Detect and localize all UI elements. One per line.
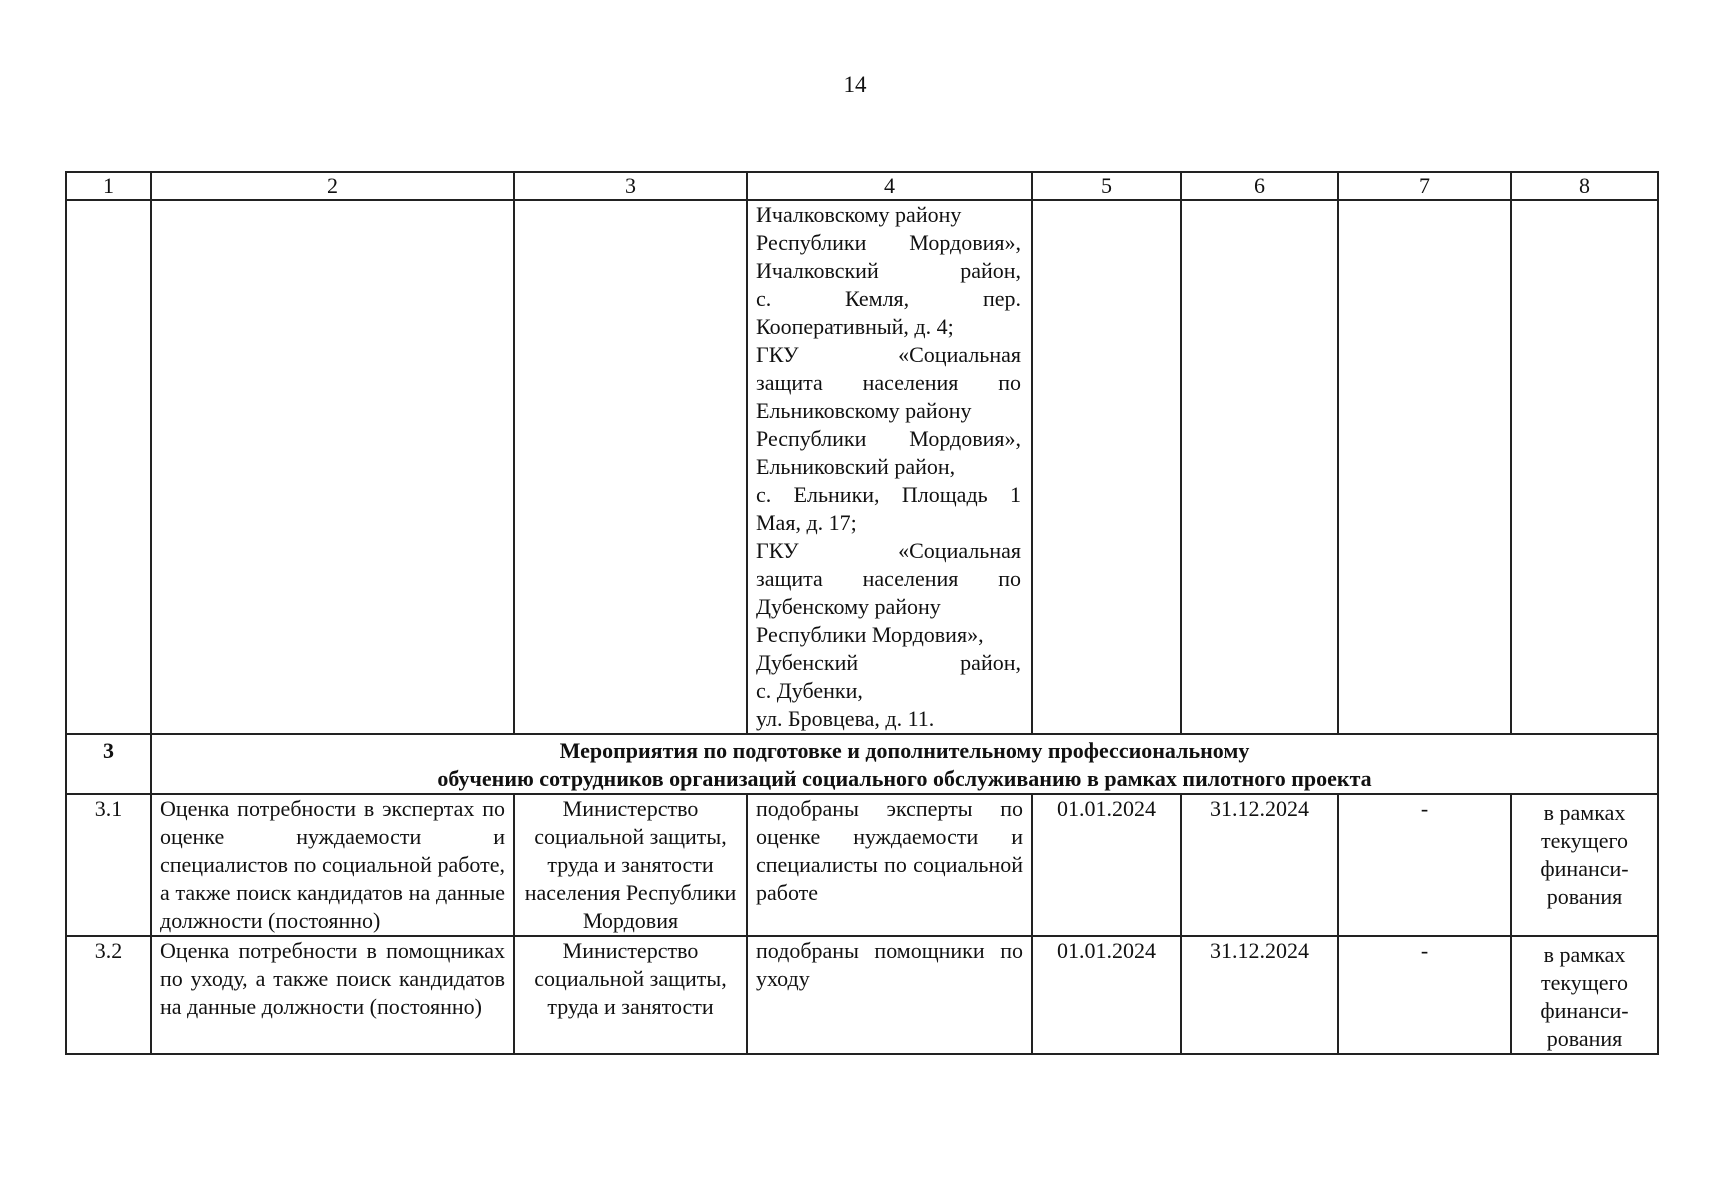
address-line: Ичалковский район, [756,258,1021,283]
address-line: Республики Мордовия», [756,426,1021,451]
responsible-cell: Министерство социальной защиты, труда и занятости [514,936,747,1054]
address-line: Республики Мордовия», [756,622,984,647]
end-date-cell: 31.12.2024 [1181,936,1338,1054]
table-cell [1511,200,1658,734]
column-number: 5 [1032,172,1181,200]
section-row [66,734,1658,794]
address-line: ул. Бровцева, д. 11. [756,706,935,731]
table-cell [1338,200,1511,734]
column-number-row [66,172,1658,200]
start-date-cell: 01.01.2024 [1032,936,1181,1054]
column-number: 8 [1511,172,1658,200]
plan-table [65,171,1659,1055]
row-number: 3.1 [66,794,151,936]
address-line: с. Кемля, пер. [756,286,1021,311]
table-cell [151,200,514,734]
start-date-cell: 01.01.2024 [1032,794,1181,936]
table-row [66,794,1658,936]
responsible-cell: Министерство социальной защиты, труда и занятости населения Республики Мордовия [514,794,747,936]
activity-cell: Оценка потребности в помощниках по уходу, а также поиск кандидатов на данные должности (постоянно) [151,936,514,1054]
address-line: Мая, д. 17; [756,510,857,535]
table-cell [514,200,747,734]
address-line: Республики Мордовия», [756,230,1021,255]
address-line: Кооперативный, д. 4; [756,314,954,339]
address-line: Дубенскому району [756,594,941,619]
column-number: 7 [1338,172,1511,200]
table-cell [66,200,151,734]
section-title [151,734,1658,794]
address-line: ГКУ «Социальная [756,538,1021,563]
table-row [66,936,1658,1054]
address-line: с. Ельники, Площадь 1 [756,482,1021,507]
column-number: 3 [514,172,747,200]
end-date-cell: 31.12.2024 [1181,794,1338,936]
table-cell [1181,200,1338,734]
address-line: Ельниковский район, [756,454,956,479]
page-number: 14 [843,72,867,97]
address-line: с. Дубенки, [756,678,863,703]
address-lines [756,201,1021,733]
table-cell [1032,200,1181,734]
column-number: 1 [66,172,151,200]
row-number: 3.2 [66,936,151,1054]
section-title-line: обучению сотрудников организаций социального обслуживанию в рамках пилотного проекта [437,766,1372,791]
address-line: Ельниковскому району [756,398,972,423]
column-number: 2 [151,172,514,200]
address-line: Ичалковскому району [756,202,962,227]
result-cell: подобраны помощники по уходу [747,936,1032,1054]
section-number: 3 [66,734,151,794]
address-line: Дубенский район, [756,650,1021,675]
continuation-row [66,200,1658,734]
address-line: ГКУ «Социальная [756,342,1021,367]
funding-cell: в рамках текущего финанси-рования [1511,936,1658,1054]
funding-cell: в рамках текущего финанси-рования [1511,794,1658,936]
activity-cell: Оценка потребности в экспертах по оценке нуждаемости и специалистов по социальной работе, а также поиск кандидатов на данные должности (постоянно) [151,794,514,936]
address-line: защита населения по [756,370,1021,395]
column-7-cell: - [1338,936,1511,1054]
column-number: 4 [747,172,1032,200]
continued-address-cell [747,200,1032,734]
result-cell: подобраны эксперты по оценке нуждаемости и специалисты по социальной работе [747,794,1032,936]
address-line: защита населения по [756,566,1021,591]
section-title-line: Мероприятия по подготовке и дополнительному профессиональному [559,738,1250,763]
column-number: 6 [1181,172,1338,200]
column-7-cell: - [1338,794,1511,936]
